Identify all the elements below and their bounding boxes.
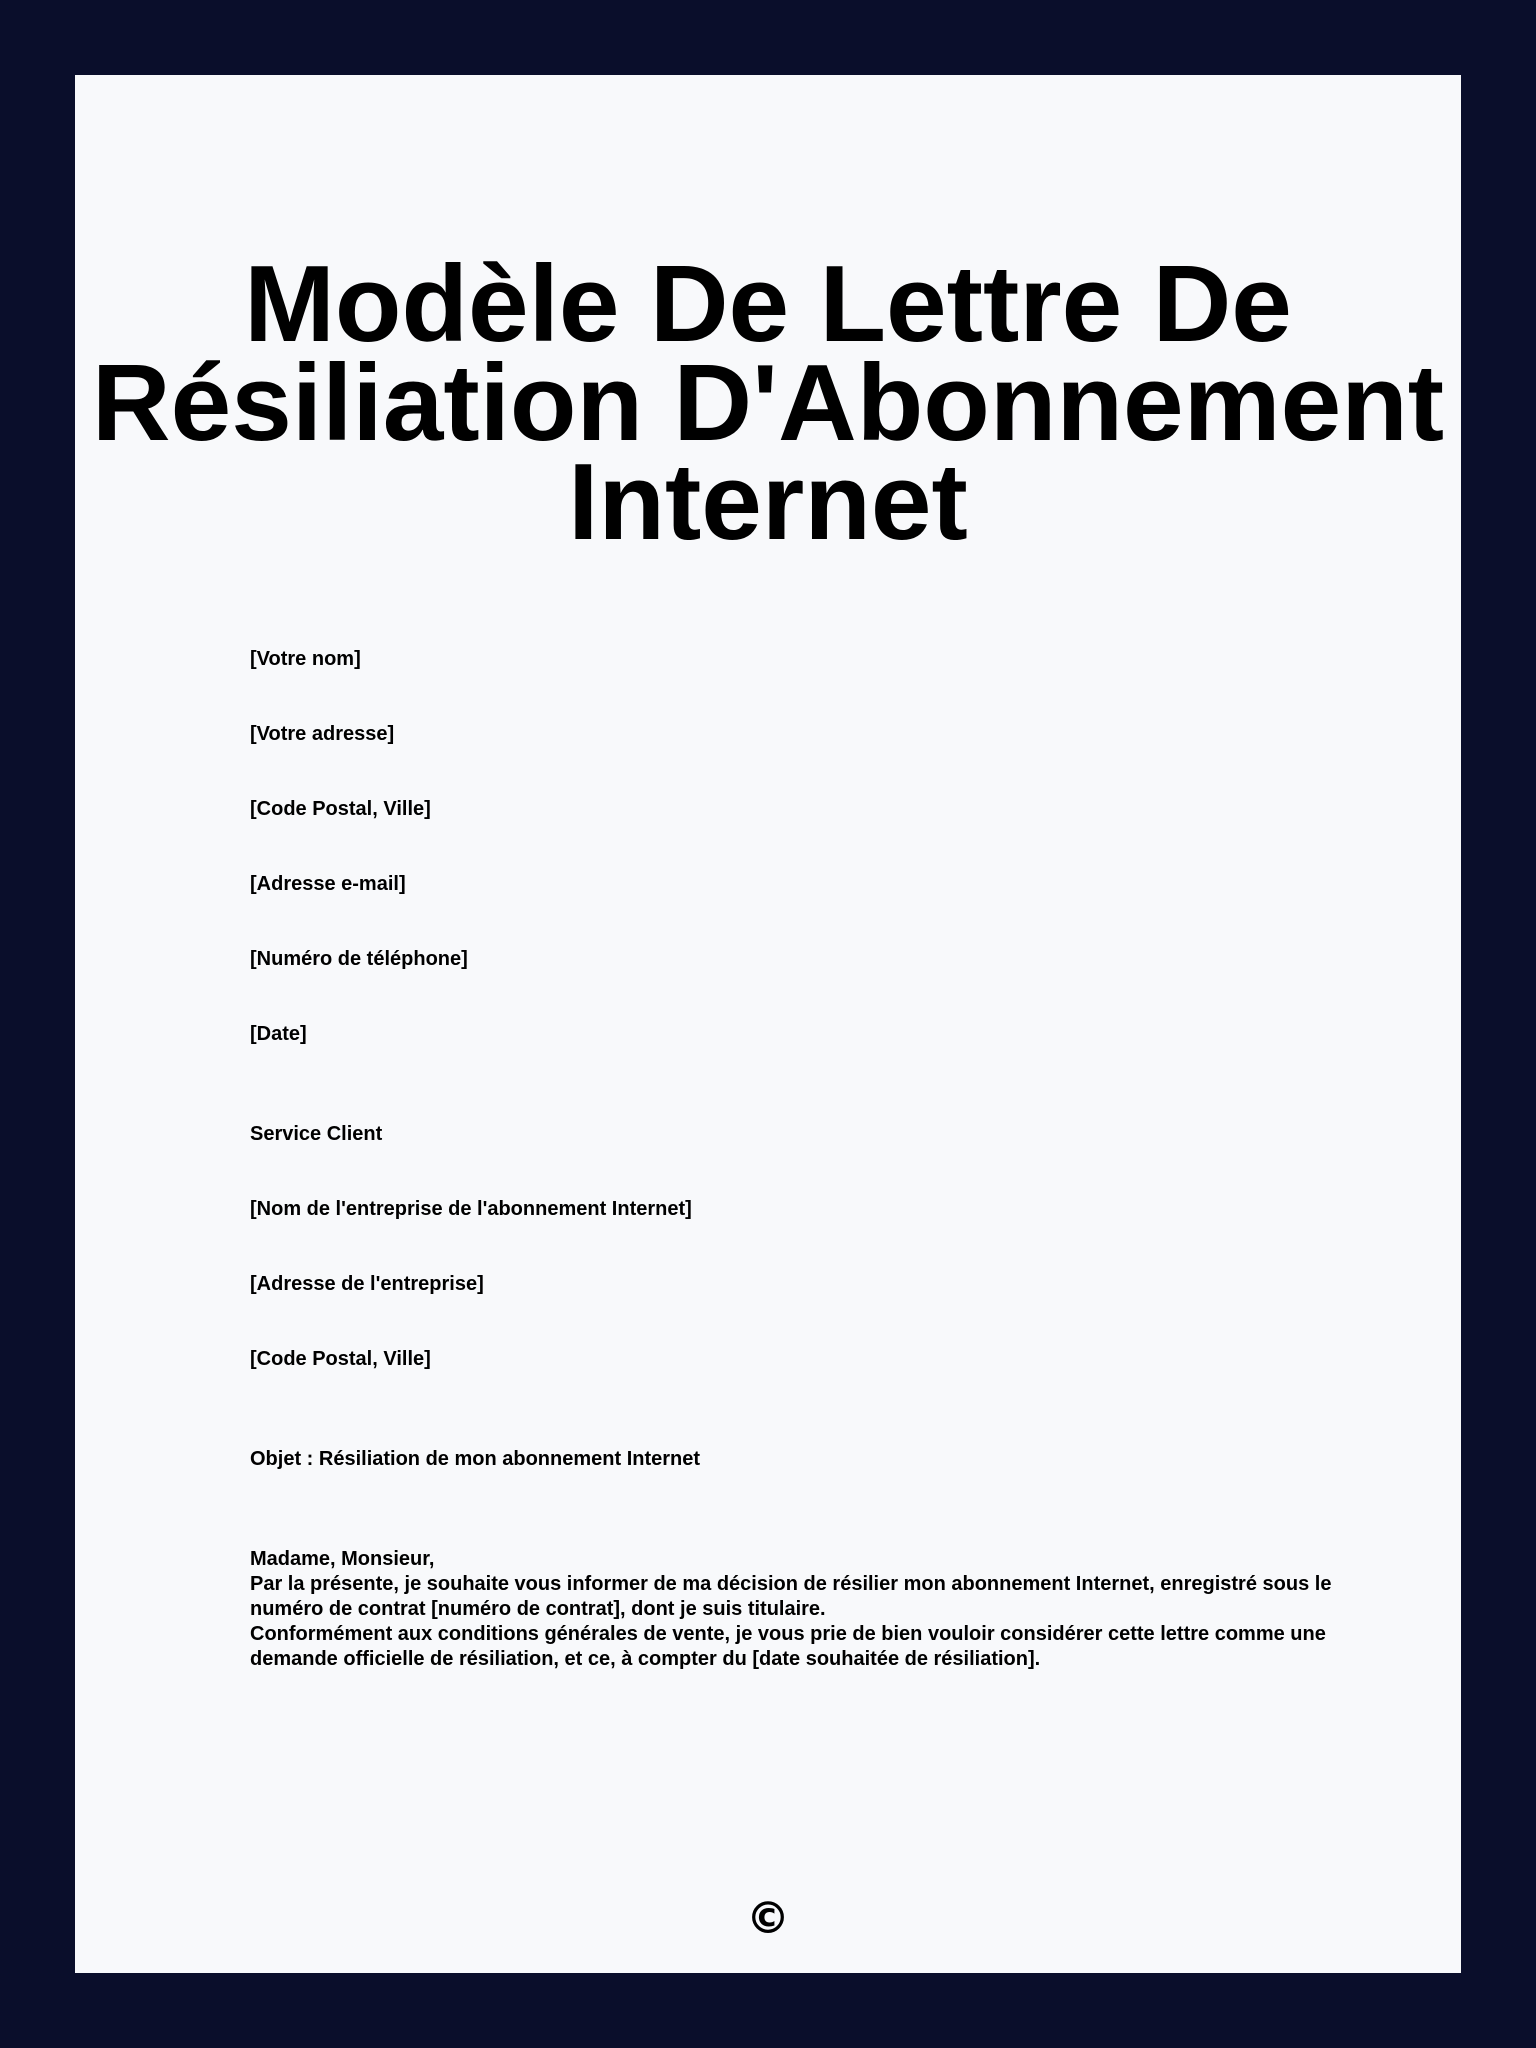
- document-title: [75, 243, 1461, 563]
- sender-postal-city: [Code Postal, Ville]: [250, 798, 431, 820]
- document-page: [75, 75, 1461, 1973]
- letter-paragraph-1: Par la présente, je souhaite vous informer de ma décision de résilier mon abonnement Internet, enregistré sous le numéro de contrat [numéro de contrat], dont je suis titulaire.: [250, 1573, 1332, 1620]
- recipient-address: [Adresse de l'entreprise]: [250, 1273, 484, 1295]
- sender-phone: [Numéro de téléphone]: [250, 948, 468, 970]
- recipient-postal-city: [Code Postal, Ville]: [250, 1348, 431, 1370]
- copyright-icon: ©: [746, 1893, 790, 1944]
- letter-subject: Objet : Résiliation de mon abonnement Internet: [250, 1448, 701, 1470]
- recipient-service: Service Client: [250, 1123, 383, 1145]
- recipient-block: [250, 1122, 1350, 1372]
- letter-date: [Date]: [250, 1023, 307, 1045]
- letter-paragraph-2: Conformément aux conditions générales de vente, je vous prie de bien vouloir considérer cette lettre comme une demande officielle de résiliation, et ce, à compter du [date souhaitée de résiliation].: [250, 1623, 1326, 1670]
- sender-email: [Adresse e-mail]: [250, 873, 406, 895]
- sender-block: [250, 647, 1350, 1047]
- letter-salutation: Madame, Monsieur,: [250, 1548, 435, 1570]
- title-line-3: Internet: [568, 441, 968, 563]
- sender-name: [Votre nom]: [250, 648, 361, 670]
- sender-address: [Votre adresse]: [250, 723, 395, 745]
- title-line-2: Résiliation D'Abonnement: [91, 342, 1445, 464]
- letter-body: [250, 647, 1350, 1672]
- recipient-company: [Nom de l'entreprise de l'abonnement Internet]: [250, 1198, 692, 1220]
- title-line-1: Modèle De Lettre De: [244, 243, 1292, 365]
